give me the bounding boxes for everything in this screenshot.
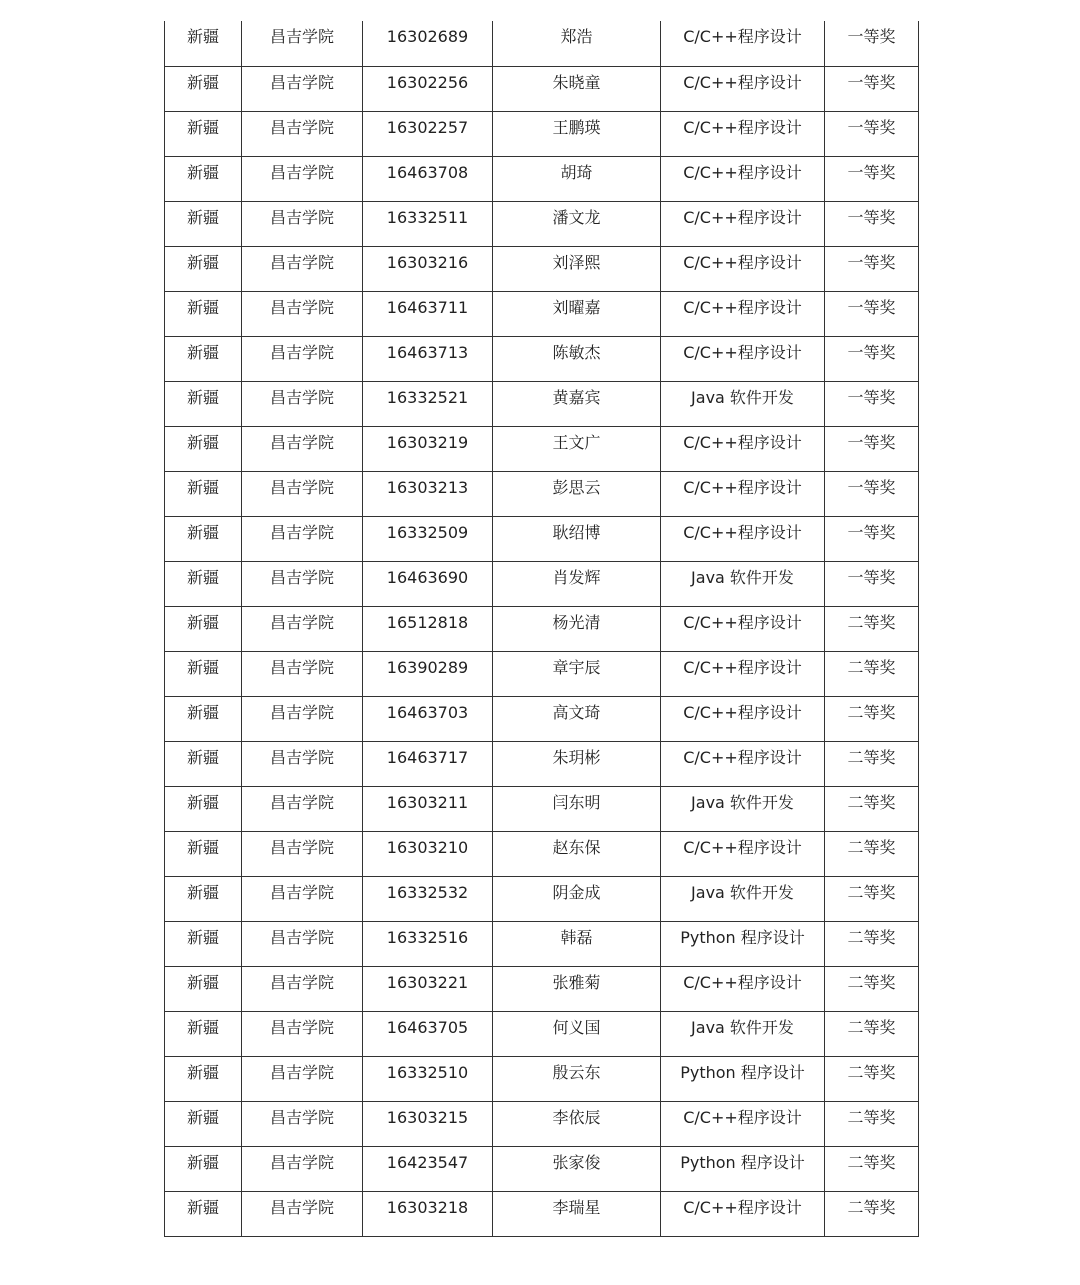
student-id-cell: 16303221 — [363, 966, 493, 1011]
province-cell: 新疆 — [165, 471, 242, 516]
category-cell: C/C++程序设计 — [661, 201, 825, 246]
province-cell: 新疆 — [165, 696, 242, 741]
student-name-cell: 刘泽熙 — [493, 246, 661, 291]
award-cell: 一等奖 — [825, 201, 919, 246]
province-cell: 新疆 — [165, 1101, 242, 1146]
category-cell: C/C++程序设计 — [661, 516, 825, 561]
province-cell: 新疆 — [165, 246, 242, 291]
student-id-cell: 16463705 — [363, 1011, 493, 1056]
table-row — [165, 156, 919, 201]
student-name-cell: 高文琦 — [493, 696, 661, 741]
student-id-cell: 16512818 — [363, 606, 493, 651]
province-cell: 新疆 — [165, 966, 242, 1011]
school-cell: 昌吉学院 — [242, 336, 363, 381]
student-id-cell: 16463708 — [363, 156, 493, 201]
school-cell: 昌吉学院 — [242, 1101, 363, 1146]
award-cell: 二等奖 — [825, 876, 919, 921]
table-row — [165, 696, 919, 741]
school-cell: 昌吉学院 — [242, 966, 363, 1011]
category-cell: C/C++程序设计 — [661, 156, 825, 201]
table-row — [165, 651, 919, 696]
school-cell: 昌吉学院 — [242, 201, 363, 246]
student-name-cell: 刘曜嘉 — [493, 291, 661, 336]
category-cell: C/C++程序设计 — [661, 111, 825, 156]
school-cell: 昌吉学院 — [242, 471, 363, 516]
table-row — [165, 1191, 919, 1236]
award-cell: 二等奖 — [825, 1056, 919, 1101]
table-row — [165, 66, 919, 111]
province-cell: 新疆 — [165, 426, 242, 471]
student-id-cell: 16302257 — [363, 111, 493, 156]
award-cell: 二等奖 — [825, 786, 919, 831]
student-name-cell: 殷云东 — [493, 1056, 661, 1101]
category-cell: C/C++程序设计 — [661, 66, 825, 111]
province-cell: 新疆 — [165, 21, 242, 66]
award-cell: 二等奖 — [825, 741, 919, 786]
student-id-cell: 16303213 — [363, 471, 493, 516]
category-cell: C/C++程序设计 — [661, 291, 825, 336]
student-id-cell: 16303210 — [363, 831, 493, 876]
category-cell: C/C++程序设计 — [661, 336, 825, 381]
category-cell: C/C++程序设计 — [661, 741, 825, 786]
award-cell: 一等奖 — [825, 111, 919, 156]
student-name-cell: 潘文龙 — [493, 201, 661, 246]
award-cell: 一等奖 — [825, 66, 919, 111]
school-cell: 昌吉学院 — [242, 1011, 363, 1056]
student-id-cell: 16463713 — [363, 336, 493, 381]
student-name-cell: 赵东保 — [493, 831, 661, 876]
table-row — [165, 561, 919, 606]
category-cell: C/C++程序设计 — [661, 696, 825, 741]
student-id-cell: 16302256 — [363, 66, 493, 111]
category-cell: Python 程序设计 — [661, 1056, 825, 1101]
student-name-cell: 肖发辉 — [493, 561, 661, 606]
table-row — [165, 381, 919, 426]
student-name-cell: 王鹏瑛 — [493, 111, 661, 156]
student-id-cell: 16332516 — [363, 921, 493, 966]
award-cell: 一等奖 — [825, 516, 919, 561]
student-name-cell: 朱晓童 — [493, 66, 661, 111]
school-cell: 昌吉学院 — [242, 426, 363, 471]
student-id-cell: 16303219 — [363, 426, 493, 471]
student-id-cell: 16303211 — [363, 786, 493, 831]
school-cell: 昌吉学院 — [242, 651, 363, 696]
school-cell: 昌吉学院 — [242, 21, 363, 66]
award-cell: 一等奖 — [825, 21, 919, 66]
category-cell: C/C++程序设计 — [661, 246, 825, 291]
student-name-cell: 陈敏杰 — [493, 336, 661, 381]
award-cell: 二等奖 — [825, 831, 919, 876]
award-cell: 一等奖 — [825, 336, 919, 381]
category-cell: Java 软件开发 — [661, 561, 825, 606]
school-cell: 昌吉学院 — [242, 606, 363, 651]
student-name-cell: 韩磊 — [493, 921, 661, 966]
award-cell: 一等奖 — [825, 561, 919, 606]
award-cell: 二等奖 — [825, 651, 919, 696]
school-cell: 昌吉学院 — [242, 696, 363, 741]
province-cell: 新疆 — [165, 651, 242, 696]
student-id-cell: 16332510 — [363, 1056, 493, 1101]
province-cell: 新疆 — [165, 1191, 242, 1236]
province-cell: 新疆 — [165, 201, 242, 246]
school-cell: 昌吉学院 — [242, 1056, 363, 1101]
school-cell: 昌吉学院 — [242, 741, 363, 786]
table-row — [165, 1101, 919, 1146]
province-cell: 新疆 — [165, 1011, 242, 1056]
award-list-body — [165, 21, 919, 1236]
province-cell: 新疆 — [165, 291, 242, 336]
school-cell: 昌吉学院 — [242, 831, 363, 876]
category-cell: C/C++程序设计 — [661, 21, 825, 66]
student-name-cell: 郑浩 — [493, 21, 661, 66]
category-cell: Java 软件开发 — [661, 381, 825, 426]
province-cell: 新疆 — [165, 381, 242, 426]
province-cell: 新疆 — [165, 156, 242, 201]
school-cell: 昌吉学院 — [242, 156, 363, 201]
category-cell: Java 软件开发 — [661, 876, 825, 921]
table-row — [165, 21, 919, 66]
student-id-cell: 16303218 — [363, 1191, 493, 1236]
province-cell: 新疆 — [165, 606, 242, 651]
award-cell: 二等奖 — [825, 1191, 919, 1236]
student-name-cell: 朱玥彬 — [493, 741, 661, 786]
student-id-cell: 16463717 — [363, 741, 493, 786]
student-id-cell: 16463690 — [363, 561, 493, 606]
table-row — [165, 291, 919, 336]
student-id-cell: 16390289 — [363, 651, 493, 696]
student-name-cell: 李瑞星 — [493, 1191, 661, 1236]
province-cell: 新疆 — [165, 876, 242, 921]
student-id-cell: 16332521 — [363, 381, 493, 426]
student-name-cell: 杨光清 — [493, 606, 661, 651]
category-cell: C/C++程序设计 — [661, 1101, 825, 1146]
school-cell: 昌吉学院 — [242, 291, 363, 336]
province-cell: 新疆 — [165, 786, 242, 831]
award-cell: 二等奖 — [825, 1101, 919, 1146]
award-cell: 一等奖 — [825, 381, 919, 426]
category-cell: C/C++程序设计 — [661, 651, 825, 696]
student-name-cell: 李依辰 — [493, 1101, 661, 1146]
province-cell: 新疆 — [165, 1146, 242, 1191]
student-name-cell: 张雅菊 — [493, 966, 661, 1011]
award-cell: 一等奖 — [825, 426, 919, 471]
award-cell: 二等奖 — [825, 921, 919, 966]
school-cell: 昌吉学院 — [242, 111, 363, 156]
school-cell: 昌吉学院 — [242, 66, 363, 111]
school-cell: 昌吉学院 — [242, 876, 363, 921]
award-cell: 一等奖 — [825, 291, 919, 336]
table-row — [165, 201, 919, 246]
category-cell: C/C++程序设计 — [661, 606, 825, 651]
student-name-cell: 王文广 — [493, 426, 661, 471]
award-cell: 一等奖 — [825, 471, 919, 516]
province-cell: 新疆 — [165, 111, 242, 156]
category-cell: C/C++程序设计 — [661, 426, 825, 471]
school-cell: 昌吉学院 — [242, 1191, 363, 1236]
category-cell: C/C++程序设计 — [661, 471, 825, 516]
table-row — [165, 336, 919, 381]
student-id-cell: 16463703 — [363, 696, 493, 741]
table-row — [165, 966, 919, 1011]
category-cell: Python 程序设计 — [661, 1146, 825, 1191]
school-cell: 昌吉学院 — [242, 561, 363, 606]
student-id-cell: 16463711 — [363, 291, 493, 336]
province-cell: 新疆 — [165, 561, 242, 606]
table-row — [165, 111, 919, 156]
table-row — [165, 426, 919, 471]
table-row — [165, 741, 919, 786]
table-row — [165, 831, 919, 876]
school-cell: 昌吉学院 — [242, 786, 363, 831]
province-cell: 新疆 — [165, 741, 242, 786]
student-id-cell: 16332509 — [363, 516, 493, 561]
table-row — [165, 246, 919, 291]
award-cell: 二等奖 — [825, 966, 919, 1011]
table-row — [165, 921, 919, 966]
school-cell: 昌吉学院 — [242, 516, 363, 561]
table-row — [165, 786, 919, 831]
student-name-cell: 闫东明 — [493, 786, 661, 831]
school-cell: 昌吉学院 — [242, 381, 363, 426]
province-cell: 新疆 — [165, 336, 242, 381]
category-cell: Java 软件开发 — [661, 1011, 825, 1056]
award-cell: 一等奖 — [825, 156, 919, 201]
student-id-cell: 16303215 — [363, 1101, 493, 1146]
table-row — [165, 516, 919, 561]
award-cell: 二等奖 — [825, 606, 919, 651]
student-id-cell: 16332532 — [363, 876, 493, 921]
category-cell: C/C++程序设计 — [661, 1191, 825, 1236]
province-cell: 新疆 — [165, 831, 242, 876]
award-cell: 二等奖 — [825, 1011, 919, 1056]
student-name-cell: 阴金成 — [493, 876, 661, 921]
student-name-cell: 胡琦 — [493, 156, 661, 201]
category-cell: Python 程序设计 — [661, 921, 825, 966]
table-row — [165, 1056, 919, 1101]
student-name-cell: 章宇辰 — [493, 651, 661, 696]
category-cell: Java 软件开发 — [661, 786, 825, 831]
student-name-cell: 张家俊 — [493, 1146, 661, 1191]
student-name-cell: 何义国 — [493, 1011, 661, 1056]
table-row — [165, 471, 919, 516]
province-cell: 新疆 — [165, 921, 242, 966]
award-cell: 二等奖 — [825, 1146, 919, 1191]
student-id-cell: 16303216 — [363, 246, 493, 291]
table-row — [165, 1011, 919, 1056]
province-cell: 新疆 — [165, 516, 242, 561]
category-cell: C/C++程序设计 — [661, 831, 825, 876]
table-row — [165, 606, 919, 651]
province-cell: 新疆 — [165, 66, 242, 111]
award-cell: 二等奖 — [825, 696, 919, 741]
award-list-table — [164, 21, 919, 1237]
student-name-cell: 耿绍博 — [493, 516, 661, 561]
school-cell: 昌吉学院 — [242, 1146, 363, 1191]
student-name-cell: 彭思云 — [493, 471, 661, 516]
student-id-cell: 16332511 — [363, 201, 493, 246]
school-cell: 昌吉学院 — [242, 921, 363, 966]
award-cell: 一等奖 — [825, 246, 919, 291]
school-cell: 昌吉学院 — [242, 246, 363, 291]
student-name-cell: 黄嘉宾 — [493, 381, 661, 426]
student-id-cell: 16302689 — [363, 21, 493, 66]
province-cell: 新疆 — [165, 1056, 242, 1101]
category-cell: C/C++程序设计 — [661, 966, 825, 1011]
table-row — [165, 876, 919, 921]
table-row — [165, 1146, 919, 1191]
student-id-cell: 16423547 — [363, 1146, 493, 1191]
